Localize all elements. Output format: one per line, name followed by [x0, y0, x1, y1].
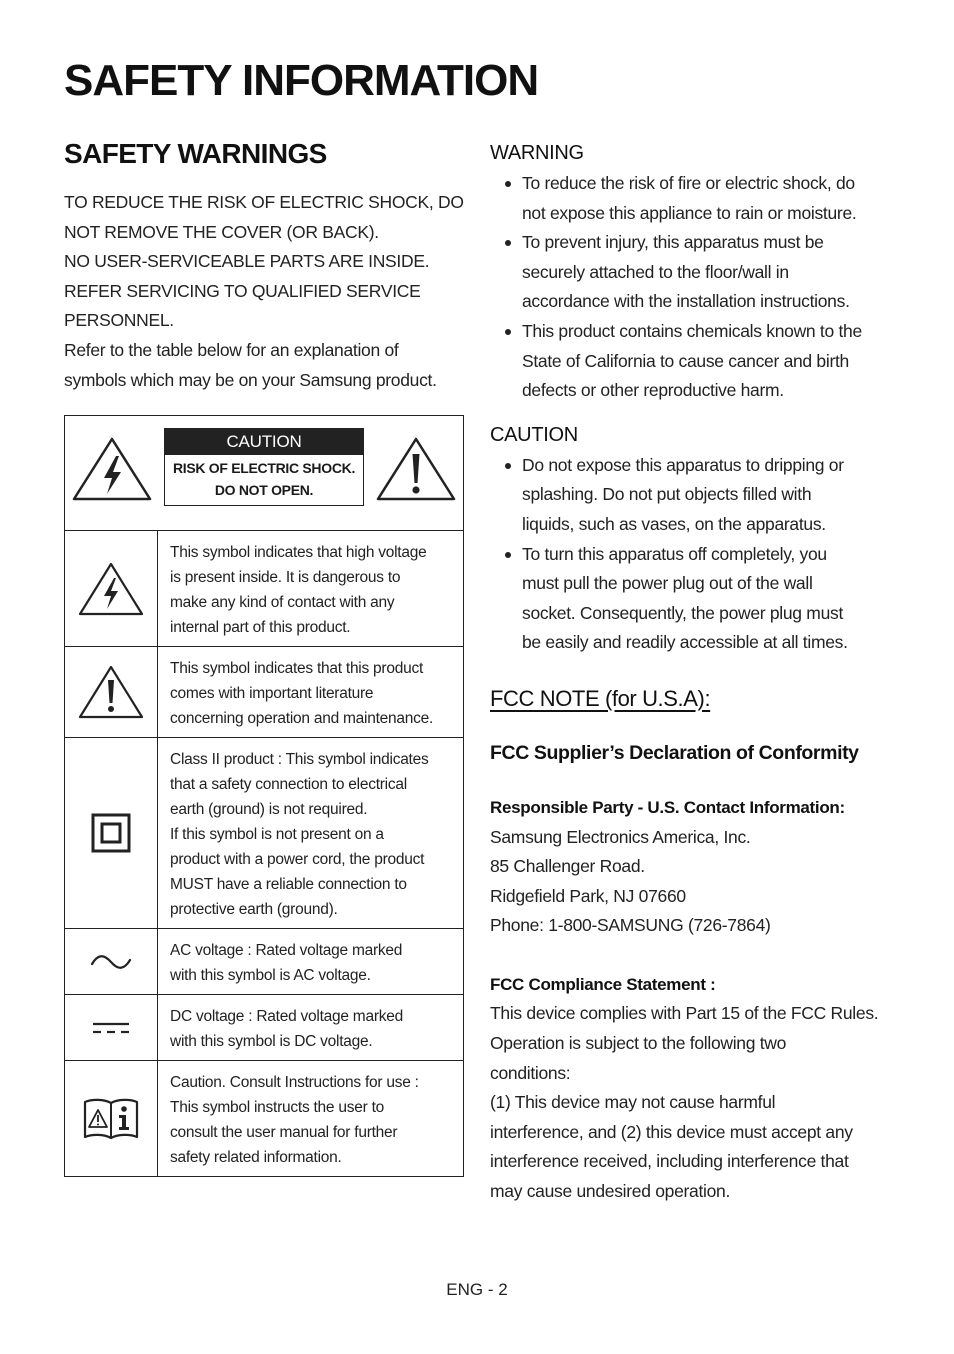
compliance-line: may cause undesired operation. — [490, 1181, 731, 1202]
symbol-description-line: If this symbol is not present on a — [170, 826, 384, 844]
list-item — [490, 317, 890, 406]
symbol-description-line: This symbol indicates that high voltage — [170, 544, 427, 562]
symbol-description-line: with this symbol is AC voltage. — [170, 967, 371, 985]
page-number: ENG - 2 — [446, 1280, 508, 1299]
caution-label-row — [65, 416, 463, 531]
symbol-description-line: that a safety connection to electrical — [170, 776, 407, 794]
intro-line: symbols which may be on your Samsung product. — [64, 369, 437, 390]
caution-label-body — [165, 455, 363, 505]
symbol-description — [158, 738, 463, 928]
right-column — [490, 138, 890, 1207]
contact-line: 85 Challenger Road. — [490, 856, 645, 877]
left-column — [64, 138, 464, 1177]
caution-label-line: DO NOT OPEN. — [214, 482, 314, 499]
compliance-line: interference, and (2) this device must accept any — [490, 1121, 853, 1142]
high-voltage-triangle-icon — [65, 531, 158, 646]
warning-heading: WARNING — [490, 142, 584, 164]
list-item-line: State of California to cause cancer and birth — [522, 350, 849, 371]
compliance-line: Operation is subject to the following two — [490, 1033, 787, 1054]
fcc-note-heading: FCC NOTE (for U.S.A): — [490, 685, 711, 711]
contact-line: Ridgefield Park, NJ 07660 — [490, 885, 686, 906]
list-item-line: liquids, such as vases, on the apparatus. — [522, 513, 826, 534]
symbol-description-line: safety related information. — [170, 1149, 342, 1167]
symbol-description-line: is present inside. It is dangerous to — [170, 569, 401, 587]
symbol-description-line: consult the user manual for further — [170, 1124, 398, 1142]
fcc-declaration-heading: FCC Supplier’s Declaration of Conformity — [490, 741, 859, 764]
list-item-line: socket. Consequently, the power plug must — [522, 602, 844, 623]
safety-warnings-intro — [64, 188, 464, 395]
intro-line: Refer to the table below for an explanation of — [64, 339, 399, 360]
dc-voltage-icon — [65, 995, 158, 1060]
list-item — [490, 540, 890, 658]
caution-list — [490, 451, 890, 658]
symbol-description-line: Class II product : This symbol indicates — [170, 751, 429, 769]
symbol-description-line: MUST have a reliable connection to — [170, 876, 407, 894]
intro-line: PERSONNEL. — [64, 310, 174, 331]
compliance-line: (1) This device may not cause harmful — [490, 1092, 776, 1113]
list-item-line: This product contains chemicals known to the — [522, 320, 862, 341]
list-item-line: Do not expose this apparatus to dripping or — [522, 454, 844, 475]
symbol-description-line: This symbol instructs the user to — [170, 1099, 384, 1117]
list-item-line: splashing. Do not put objects filled with — [522, 484, 812, 505]
symbol-description-line: comes with important literature — [170, 685, 374, 703]
warning-list — [490, 169, 890, 406]
caution-label-box — [164, 428, 364, 506]
responsible-party-label: Responsible Party - U.S. Contact Information: — [490, 797, 845, 817]
compliance-statement — [490, 999, 890, 1206]
caution-label-header: CAUTION — [165, 429, 363, 455]
list-item — [490, 228, 890, 317]
symbol-row — [65, 531, 463, 647]
list-item-line: To turn this apparatus off completely, you — [522, 543, 827, 564]
symbol-row — [65, 647, 463, 738]
safety-warnings-heading: SAFETY WARNINGS — [64, 138, 327, 169]
intro-line: TO REDUCE THE RISK OF ELECTRIC SHOCK, DO — [64, 192, 464, 212]
list-item-line: not expose this appliance to rain or moisture. — [522, 202, 857, 223]
symbol-description-line: make any kind of contact with any — [170, 594, 395, 612]
list-item-line: must pull the power plug out of the wall — [522, 573, 813, 594]
list-item-line: securely attached to the floor/wall in — [522, 261, 789, 282]
symbol-description-line: internal part of this product. — [170, 619, 351, 637]
ac-voltage-wave-icon — [65, 929, 158, 994]
intro-line: NO USER-SERVICEABLE PARTS ARE INSIDE. — [64, 251, 430, 272]
symbol-row — [65, 738, 463, 929]
list-item-line: defects or other reproductive harm. — [522, 380, 784, 401]
compliance-line: This device complies with Part 15 of the FCC Rules. — [490, 1003, 879, 1024]
list-item-line: To reduce the risk of fire or electric shock, do — [522, 173, 855, 193]
symbol-description-line: with this symbol is DC voltage. — [170, 1033, 373, 1051]
high-voltage-triangle-icon — [71, 436, 153, 507]
contact-line: Phone: 1-800-SAMSUNG (726-7864) — [490, 915, 771, 936]
symbol-description — [158, 647, 463, 737]
symbol-description-line: earth (ground) is not required. — [170, 801, 368, 819]
list-item-line: be easily and readily accessible at all times. — [522, 632, 848, 653]
symbol-description-line: product with a power cord, the product — [170, 851, 425, 869]
symbol-row — [65, 995, 463, 1061]
compliance-line: conditions: — [490, 1062, 571, 1083]
symbol-description-line: Caution. Consult Instructions for use : — [170, 1074, 419, 1092]
intro-line: NOT REMOVE THE COVER (OR BACK). — [64, 221, 379, 242]
symbol-description — [158, 1061, 463, 1176]
list-item-line: accordance with the installation instructions. — [522, 291, 850, 312]
symbol-description-line: concerning operation and maintenance. — [170, 710, 434, 728]
symbol-description — [158, 929, 463, 994]
symbol-description-line: AC voltage : Rated voltage marked — [170, 942, 403, 960]
symbol-table — [64, 415, 464, 1177]
caution-label-line: RISK OF ELECTRIC SHOCK. — [172, 460, 356, 477]
contact-line: Samsung Electronics America, Inc. — [490, 826, 751, 847]
symbol-description-line: protective earth (ground). — [170, 901, 338, 919]
symbol-description — [158, 995, 463, 1060]
symbol-row — [65, 1061, 463, 1176]
class-ii-double-square-icon — [65, 738, 158, 928]
caution-heading: CAUTION — [490, 423, 578, 446]
page-title: SAFETY INFORMATION — [64, 56, 539, 105]
exclamation-triangle-icon — [65, 647, 158, 737]
intro-line: REFER SERVICING TO QUALIFIED SERVICE — [64, 280, 421, 301]
list-item — [490, 169, 890, 228]
symbol-description-line: DC voltage : Rated voltage marked — [170, 1008, 403, 1026]
list-item — [490, 451, 890, 540]
symbol-description — [158, 531, 463, 646]
symbol-description-line: This symbol indicates that this product — [170, 660, 424, 678]
compliance-line: interference received, including interference that — [490, 1151, 849, 1172]
compliance-statement-label: FCC Compliance Statement : — [490, 974, 716, 994]
symbol-row — [65, 929, 463, 995]
exclamation-triangle-icon — [375, 436, 457, 507]
contact-info — [490, 823, 890, 941]
list-item-line: To prevent injury, this apparatus must be — [522, 232, 824, 253]
consult-manual-icon — [65, 1061, 158, 1176]
